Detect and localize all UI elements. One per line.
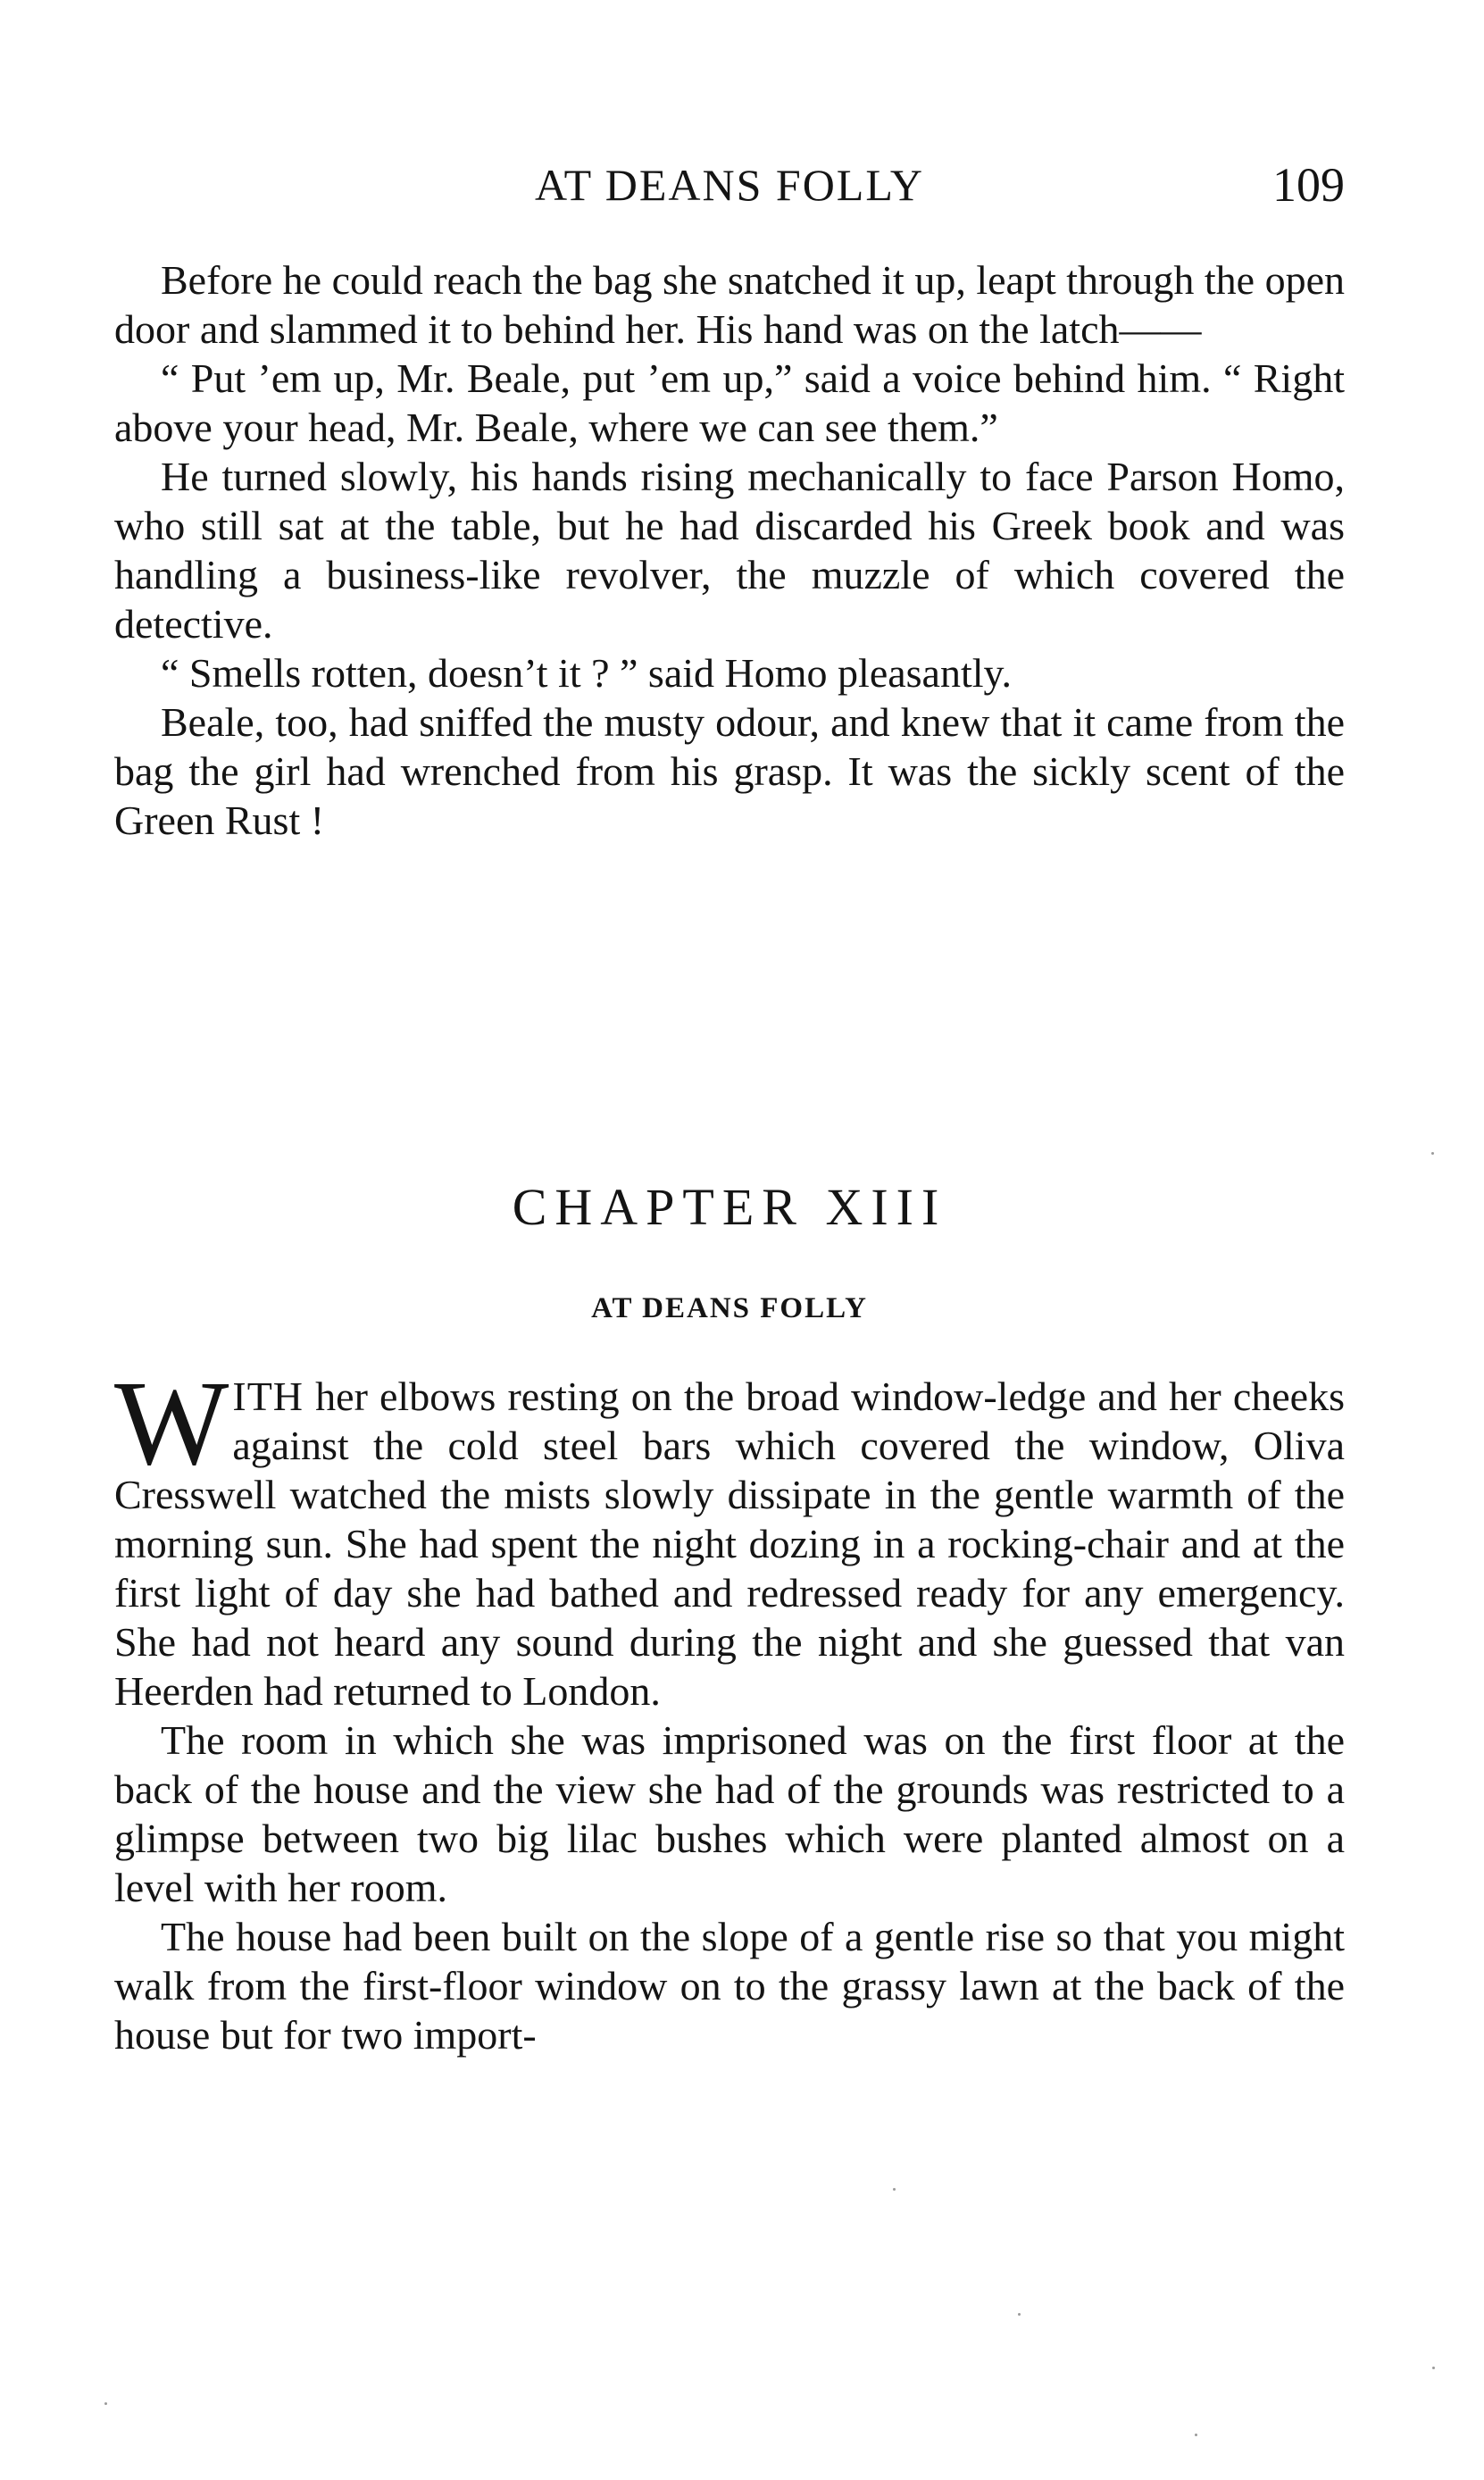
- paragraph: Before he could reach the bag she snatched it up, leapt through the open door and slammed it to behind her. His hand was on the latch——: [114, 257, 1345, 352]
- running-title: AT DEANS FOLLY: [535, 160, 924, 210]
- section-two: [114, 1357, 1345, 2059]
- scan-speck: [104, 2402, 107, 2405]
- section-one: [114, 255, 1345, 845]
- scan-speck: [1195, 2434, 1197, 2436]
- page-number: 109: [1272, 158, 1345, 212]
- opening-text: her elbows resting on the broad window-ledge and her cheeks against the cold steel bars which covered the window, Oliva Cresswell watched the mists slowly dissipate in the gentle warmth of the morning sun. She had spent the night dozing in a rocking-chair and at the first light of day she had bathed and redressed ready for any emergency. She had not heard any sound during the night and she guessed that van Heerden had returned to London.: [114, 1374, 1345, 1714]
- scan-speck: [1431, 1152, 1434, 1155]
- paragraph: The room in which she was imprisoned was on the first floor at the back of the house and the view she had of the grounds was restricted to a glimpse between two big lilac bushes which were planted almost on a level with her room.: [114, 1717, 1345, 1910]
- paragraph: The house had been built on the slope of a gentle rise so that you might walk from the first-floor window on to the grassy lawn at the back of the house but for two import-: [114, 1914, 1345, 2058]
- chapter-heading: CHAPTER XIII: [512, 1178, 947, 1236]
- paragraph: Beale, too, had sniffed the musty odour, and knew that it came from the bag the girl had wrenched from his grasp. It was the sickly scent of the Green Rust !: [114, 699, 1345, 843]
- paragraph: “ Put ’em up, Mr. Beale, put ’em up,” said a voice behind him. “ Right above your head, Mr. Beale, where we can see them.”: [114, 355, 1345, 450]
- drop-cap: W: [114, 1357, 229, 1491]
- paragraph: “ Smells rotten, doesn’t it ? ” said Homo pleasantly.: [161, 650, 1013, 696]
- chapter-subtitle: AT DEANS FOLLY: [591, 1292, 868, 1324]
- scan-speck: [1018, 2313, 1021, 2316]
- opening-caps: ITH: [232, 1374, 304, 1419]
- scan-speck: [1432, 2367, 1435, 2369]
- opening-paragraph: [114, 1357, 1345, 1716]
- scan-speck: [893, 2188, 896, 2191]
- running-head: [114, 154, 1345, 216]
- paragraph: He turned slowly, his hands rising mechanically to face Parson Homo, who still sat at the table, but he had discarded his Greek book and was handling a business-like revolver, the muzzle of which covered the detective.: [114, 454, 1345, 647]
